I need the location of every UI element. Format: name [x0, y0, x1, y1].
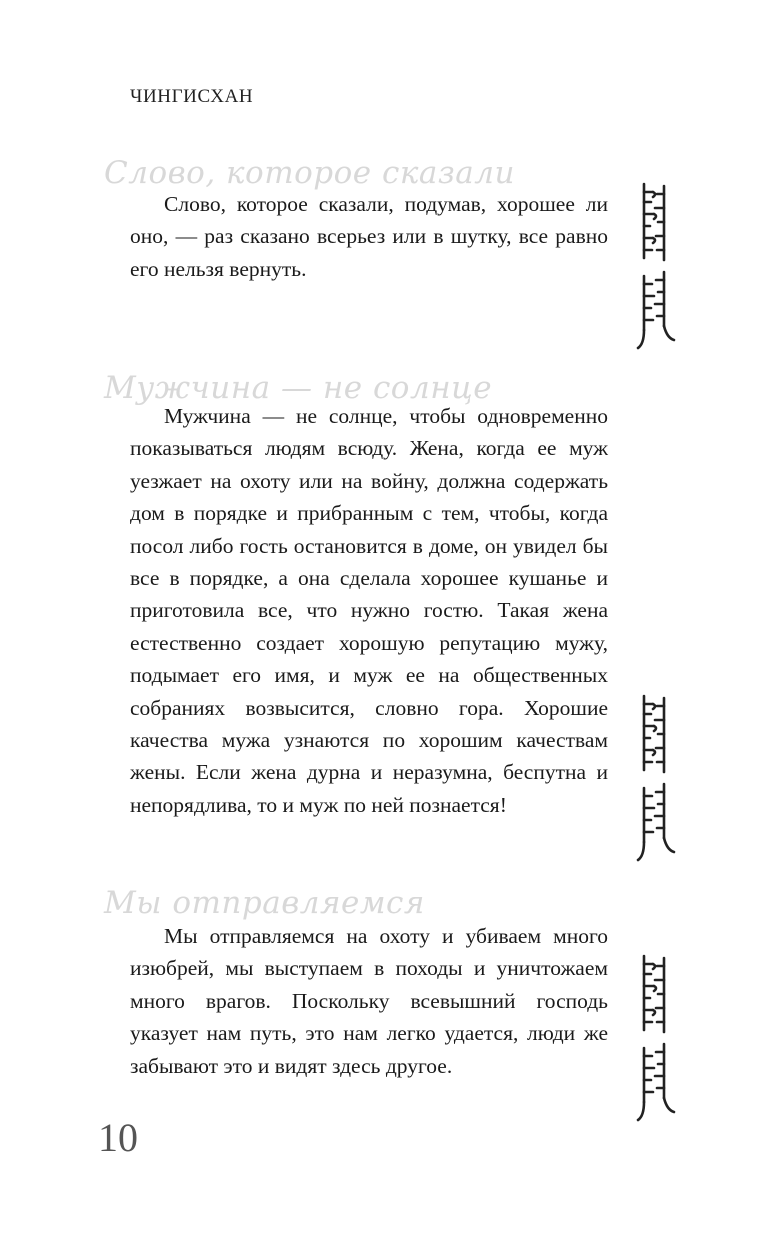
page-number: 10 [98, 1115, 138, 1160]
section-paragraph: Мужчина — не солнце, чтобы одновременно показываться людям всюду. Жена, когда ее муж уезжает на охоту или на войну, должна содержать дом в порядке и прибранным с тем, чтобы, когда посол либо гость остановится в доме, он увидел бы все в порядке, а она сделала хорошее кушанье и приготовила все, что нужно гостю. Такая жена естественно создает хорошую репутацию мужу, подымает его имя, и муж ее на общественных собраниях возвысится, словно гора. Хорошие качества мужа узнаются по хорошим качествам жены. Если жена дурна и неразумна, беспутна и непорядлива, то и муж по ней познается! [130, 404, 608, 817]
mongolian-script-icon [632, 692, 678, 864]
section-paragraph: Слово, которое сказали, подумав, хорошее ли оно, — раз сказано всерьез или в шутку, все равно его нельзя вернуть. [130, 192, 608, 281]
section-title: Слово, которое сказали [104, 155, 515, 191]
section-title: Мы отправляемся [104, 885, 425, 921]
section-paragraph: Мы отправляемся на охоту и убиваем много изюбрей, мы выступаем в походы и уничтожаем много врагов. Поскольку всевышний господь указует нам путь, это нам легко удается, люди же забывают это и видят здесь другое. [130, 924, 608, 1078]
mongolian-script-icon [632, 180, 678, 352]
mongolian-script-icon [632, 952, 678, 1124]
section-title: Мужчина — не солнце [104, 370, 493, 406]
running-head: ЧИНГИСХАН [130, 86, 254, 107]
